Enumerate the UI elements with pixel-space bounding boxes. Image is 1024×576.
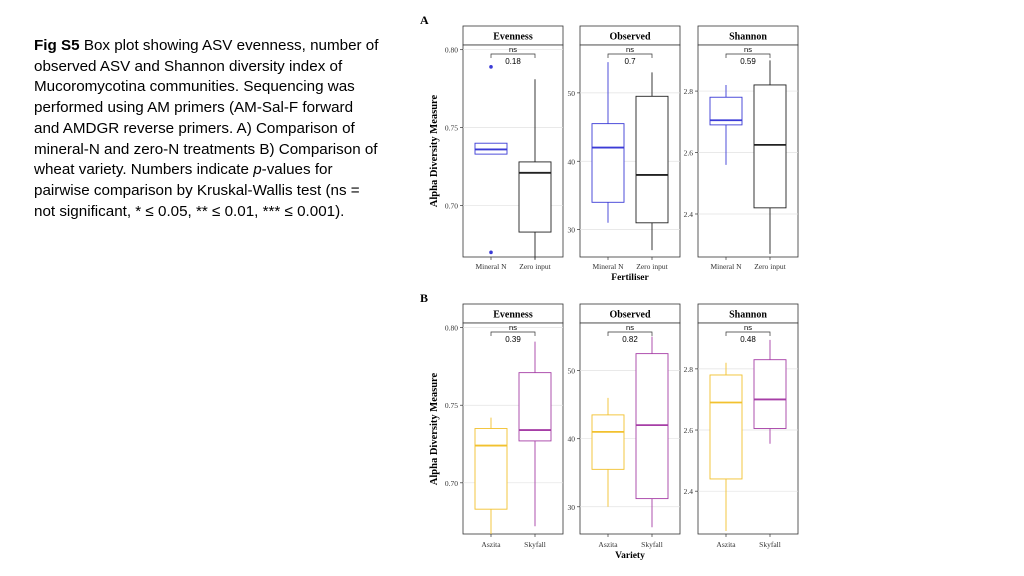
facet-title: Observed: [609, 31, 651, 43]
y-tick-label: 0.80: [444, 323, 458, 333]
significance-label: ns: [509, 323, 517, 332]
x-tick-label: Aszita: [716, 540, 736, 549]
caption-text-end: -values for pairwise comparison by Kruskal-Wallis test (ns = not significant, * ≤ 0.05, ** ≤ 0.01, *** ≤ 0.001).: [34, 161, 360, 220]
y-tick-label: 2.8: [683, 87, 693, 97]
caption-text: Box plot showing ASV evenness, number of observed ASV and Shannon diversity index of Mucoromycotina communities. Sequencing was performed using AM primers (AM-Sal-F forward and AMDGR reverse primers. A) Comparison of mineral-N and zero-N treatments B) Comparison of wheat variety. Numbers indicate: [34, 37, 379, 179]
y-tick-label: 2.4: [683, 209, 693, 219]
y-tick-label: 2.6: [683, 148, 693, 158]
panel-label: B: [420, 291, 429, 305]
significance-label: ns: [626, 45, 634, 54]
y-tick-label: 0.80: [444, 45, 458, 55]
y-tick-label: 0.70: [444, 201, 458, 211]
x-tick-label: Skyfall: [524, 540, 546, 549]
x-tick-label: Mineral N: [475, 262, 507, 271]
p-value-label: 0.48: [740, 335, 756, 344]
box-iqr: [754, 85, 786, 208]
x-tick-label: Zero input: [636, 262, 668, 271]
facet-title: Evenness: [493, 309, 533, 321]
y-tick-label: 2.4: [683, 487, 693, 497]
outlier-point: [489, 65, 493, 69]
p-value-label: 0.82: [622, 335, 638, 344]
outlier-point: [489, 251, 493, 255]
box-iqr: [636, 96, 668, 223]
figure-label: Fig S5: [34, 37, 80, 54]
panel-label: A: [420, 13, 429, 27]
x-axis-label: Variety: [615, 551, 645, 561]
x-tick-label: Zero input: [519, 262, 551, 271]
facet-observed: [568, 304, 681, 549]
p-value-label: 0.18: [505, 57, 521, 66]
p-value-label: 0.59: [740, 57, 756, 66]
box-iqr: [592, 124, 624, 203]
panel-b: [420, 291, 798, 561]
x-tick-label: Zero input: [754, 262, 786, 271]
significance-label: ns: [744, 45, 752, 54]
y-tick-label: 0.70: [444, 478, 458, 488]
x-tick-label: Aszita: [481, 540, 501, 549]
facet-observed: [568, 26, 681, 271]
significance-label: ns: [626, 323, 634, 332]
box-skyfall: [636, 337, 668, 528]
facet-evenness: [445, 304, 563, 549]
facet-evenness: [445, 26, 563, 271]
x-tick-label: Aszita: [598, 540, 618, 549]
y-axis-label: Alpha Diversity Measure: [429, 372, 440, 486]
y-tick-label: 40: [567, 434, 575, 444]
y-tick-label: 30: [567, 225, 575, 235]
box-iqr: [710, 375, 742, 479]
box-iqr: [636, 354, 668, 499]
y-tick-label: 40: [567, 157, 575, 167]
p-value-label: 0.39: [505, 335, 521, 344]
facet-shannon: [684, 304, 798, 549]
box-iqr: [754, 360, 786, 429]
panel-a: [420, 13, 798, 283]
box-iqr: [475, 429, 507, 510]
facet-title: Shannon: [729, 31, 767, 43]
significance-label: ns: [509, 45, 517, 54]
facet-title: Shannon: [729, 309, 767, 321]
y-axis-label: Alpha Diversity Measure: [429, 94, 440, 208]
y-tick-label: 2.6: [683, 426, 693, 436]
y-tick-label: 0.75: [444, 123, 458, 133]
facet-title: Observed: [609, 309, 651, 321]
x-tick-label: Mineral N: [710, 262, 742, 271]
p-value-label: 0.7: [624, 57, 636, 66]
box-iqr: [592, 415, 624, 469]
facet-title: Evenness: [493, 31, 533, 43]
facet-shannon: [684, 26, 798, 271]
x-tick-label: Skyfall: [641, 540, 663, 549]
y-tick-label: 2.8: [683, 364, 693, 374]
y-tick-label: 50: [567, 366, 575, 376]
x-tick-label: Skyfall: [759, 540, 781, 549]
y-tick-label: 30: [567, 502, 575, 512]
significance-label: ns: [744, 323, 752, 332]
y-tick-label: 50: [567, 88, 575, 98]
x-axis-label: Fertiliser: [611, 273, 649, 283]
y-tick-label: 0.75: [444, 401, 458, 411]
x-tick-label: Mineral N: [592, 262, 624, 271]
caption-italic-p: p: [253, 161, 262, 179]
